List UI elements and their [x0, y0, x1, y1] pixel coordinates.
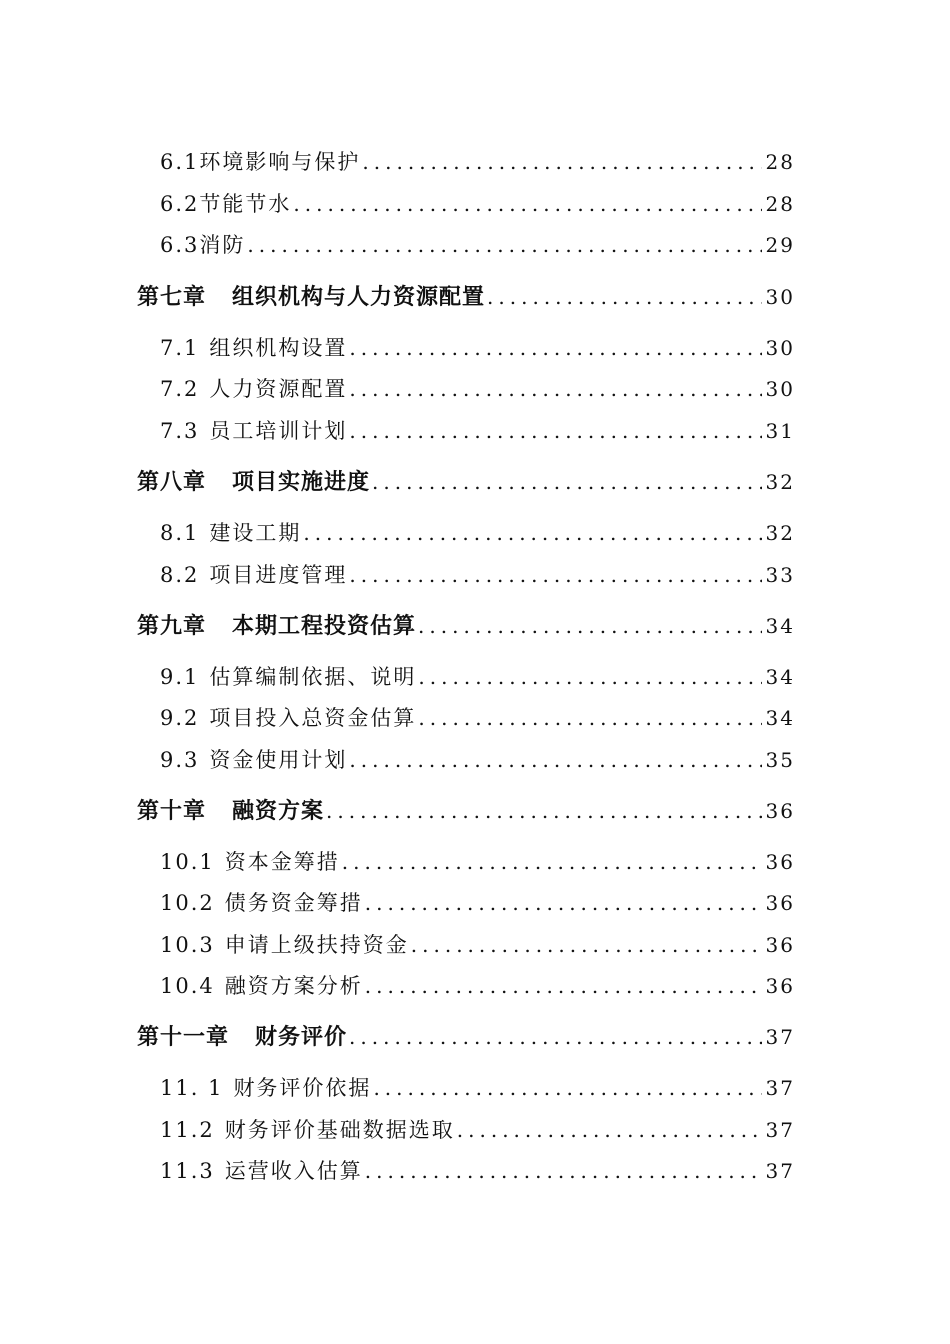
toc-chapter-8[interactable]	[137, 465, 795, 496]
toc-leader-dots	[349, 336, 761, 360]
toc-leader-dots	[457, 1118, 762, 1142]
toc-chapter-9[interactable]	[137, 609, 795, 640]
toc-leader-dots	[326, 799, 762, 823]
toc-chapter-title: 融资方案	[232, 798, 325, 824]
toc-entry-title: 环境影响与保护	[199, 150, 361, 174]
toc-entry-number: 7.3	[160, 419, 200, 443]
toc-leader-dots	[411, 933, 762, 957]
toc-leader-dots	[362, 150, 761, 174]
toc-entry-page: 36	[765, 974, 795, 998]
toc-chapter-number: 第十一章	[137, 1024, 230, 1050]
toc-leader-dots	[418, 665, 761, 689]
toc-entry-page: 28	[765, 150, 795, 174]
toc-entry-title: 财务评价基础数据选取	[224, 1118, 455, 1142]
toc-entry-8-2[interactable]	[160, 559, 795, 589]
toc-entry-10-4[interactable]	[160, 970, 795, 1000]
toc-entry-page: 33	[765, 563, 795, 587]
toc-entry-number: 9.1	[160, 665, 200, 689]
toc-entry-6-3[interactable]	[160, 229, 795, 259]
toc-chapter-page: 32	[765, 470, 795, 494]
toc-entry-number: 7.2	[160, 377, 200, 401]
toc-entry-7-1[interactable]	[160, 332, 795, 362]
toc-chapter-title: 组织机构与人力资源配置	[232, 284, 486, 310]
toc-entry-7-2[interactable]	[160, 373, 795, 403]
toc-entry-number: 8.2	[160, 563, 200, 587]
toc-entry-11-1[interactable]	[160, 1072, 795, 1102]
toc-leader-dots	[372, 470, 762, 494]
toc-entry-page: 36	[765, 850, 795, 874]
toc-leader-dots	[418, 614, 762, 638]
toc-leader-dots	[342, 850, 762, 874]
toc-leader-dots	[487, 285, 762, 309]
toc-entry-number: 6.1	[160, 150, 200, 174]
toc-chapter-page: 36	[765, 799, 795, 823]
toc-chapter-page: 34	[765, 614, 795, 638]
toc-entry-page: 36	[765, 891, 795, 915]
toc-entry-title: 节能节水	[199, 192, 292, 216]
toc-chapter-title: 本期工程投资估算	[232, 613, 417, 639]
toc-chapter-number: 第九章	[137, 613, 207, 639]
toc-entry-number: 11.3	[160, 1159, 215, 1183]
toc-entry-10-1[interactable]	[160, 846, 795, 876]
toc-entry-page: 29	[765, 233, 795, 257]
toc-leader-dots	[349, 419, 761, 443]
toc-leader-dots	[365, 1159, 762, 1183]
toc-entry-number: 11.2	[160, 1118, 215, 1142]
toc-entry-number: 6.2	[160, 192, 200, 216]
toc-entry-10-2[interactable]	[160, 887, 795, 917]
toc-entry-9-3[interactable]	[160, 744, 795, 774]
toc-entry-8-1[interactable]	[160, 517, 795, 547]
toc-entry-title: 项目进度管理	[209, 563, 348, 587]
toc-entry-title: 员工培训计划	[209, 419, 348, 443]
toc-chapter-title: 财务评价	[255, 1024, 348, 1050]
toc-entry-number: 6.3	[160, 233, 200, 257]
toc-entry-number: 10.1	[160, 850, 215, 874]
toc-entry-7-3[interactable]	[160, 415, 795, 445]
toc-entry-page: 37	[765, 1076, 795, 1100]
toc-entry-title: 项目投入总资金估算	[209, 706, 417, 730]
toc-entry-number: 8.1	[160, 521, 200, 545]
toc-entry-number: 10.2	[160, 891, 215, 915]
toc-leader-dots	[293, 192, 761, 216]
toc-entry-title: 建设工期	[209, 521, 302, 545]
toc-entry-page: 30	[765, 377, 795, 401]
toc-entry-page: 32	[765, 521, 795, 545]
toc-entry-page: 28	[765, 192, 795, 216]
toc-leader-dots	[349, 748, 761, 772]
toc-leader-dots	[303, 521, 761, 545]
toc-chapter-11[interactable]	[137, 1020, 795, 1051]
toc-chapter-page: 30	[765, 285, 795, 309]
toc-entry-number: 9.2	[160, 706, 200, 730]
toc-chapter-title: 项目实施进度	[232, 469, 371, 495]
toc-leader-dots	[365, 974, 762, 998]
toc-leader-dots	[349, 377, 761, 401]
toc-leader-dots	[373, 1076, 761, 1100]
toc-entry-number: 9.3	[160, 748, 200, 772]
toc-chapter-10[interactable]	[137, 794, 795, 825]
toc-entry-page: 34	[765, 706, 795, 730]
toc-entry-title: 融资方案分析	[224, 974, 363, 998]
toc-entry-number: 11. 1	[160, 1076, 224, 1100]
toc-entry-9-2[interactable]	[160, 702, 795, 732]
toc-entry-11-2[interactable]	[160, 1114, 795, 1144]
toc-entry-number: 7.1	[160, 336, 200, 360]
toc-entry-page: 36	[765, 933, 795, 957]
toc-entry-page: 31	[765, 419, 795, 443]
toc-chapter-number: 第七章	[137, 284, 207, 310]
toc-leader-dots	[349, 563, 761, 587]
toc-entry-title: 人力资源配置	[209, 377, 348, 401]
toc-entry-6-1[interactable]	[160, 146, 795, 176]
toc-entry-page: 37	[765, 1159, 795, 1183]
toc-leader-dots	[365, 891, 762, 915]
toc-entry-title: 债务资金筹措	[224, 891, 363, 915]
toc-entry-title: 估算编制依据、说明	[209, 665, 417, 689]
toc-chapter-7[interactable]	[137, 280, 795, 311]
toc-chapter-number: 第十章	[137, 798, 207, 824]
toc-entry-title: 资本金筹措	[224, 850, 340, 874]
toc-entry-6-2[interactable]	[160, 188, 795, 218]
toc-entry-page: 30	[765, 336, 795, 360]
toc-chapter-number: 第八章	[137, 469, 207, 495]
toc-entry-11-3[interactable]	[160, 1155, 795, 1185]
toc-entry-9-1[interactable]	[160, 661, 795, 691]
toc-leader-dots	[247, 233, 761, 257]
toc-entry-page: 37	[765, 1118, 795, 1142]
toc-entry-title: 组织机构设置	[209, 336, 348, 360]
toc-entry-title: 运营收入估算	[224, 1159, 363, 1183]
toc-entry-title: 申请上级扶持资金	[224, 933, 409, 957]
toc-entry-number: 10.4	[160, 974, 215, 998]
toc-entry-number: 10.3	[160, 933, 215, 957]
toc-leader-dots	[349, 1025, 762, 1049]
toc-entry-10-3[interactable]	[160, 929, 795, 959]
toc-entry-title: 资金使用计划	[209, 748, 348, 772]
toc-entry-title: 消防	[199, 233, 246, 257]
toc-entry-page: 35	[765, 748, 795, 772]
toc-leader-dots	[418, 706, 761, 730]
toc-chapter-page: 37	[765, 1025, 795, 1049]
toc-entry-title: 财务评价依据	[233, 1076, 372, 1100]
toc-entry-page: 34	[765, 665, 795, 689]
